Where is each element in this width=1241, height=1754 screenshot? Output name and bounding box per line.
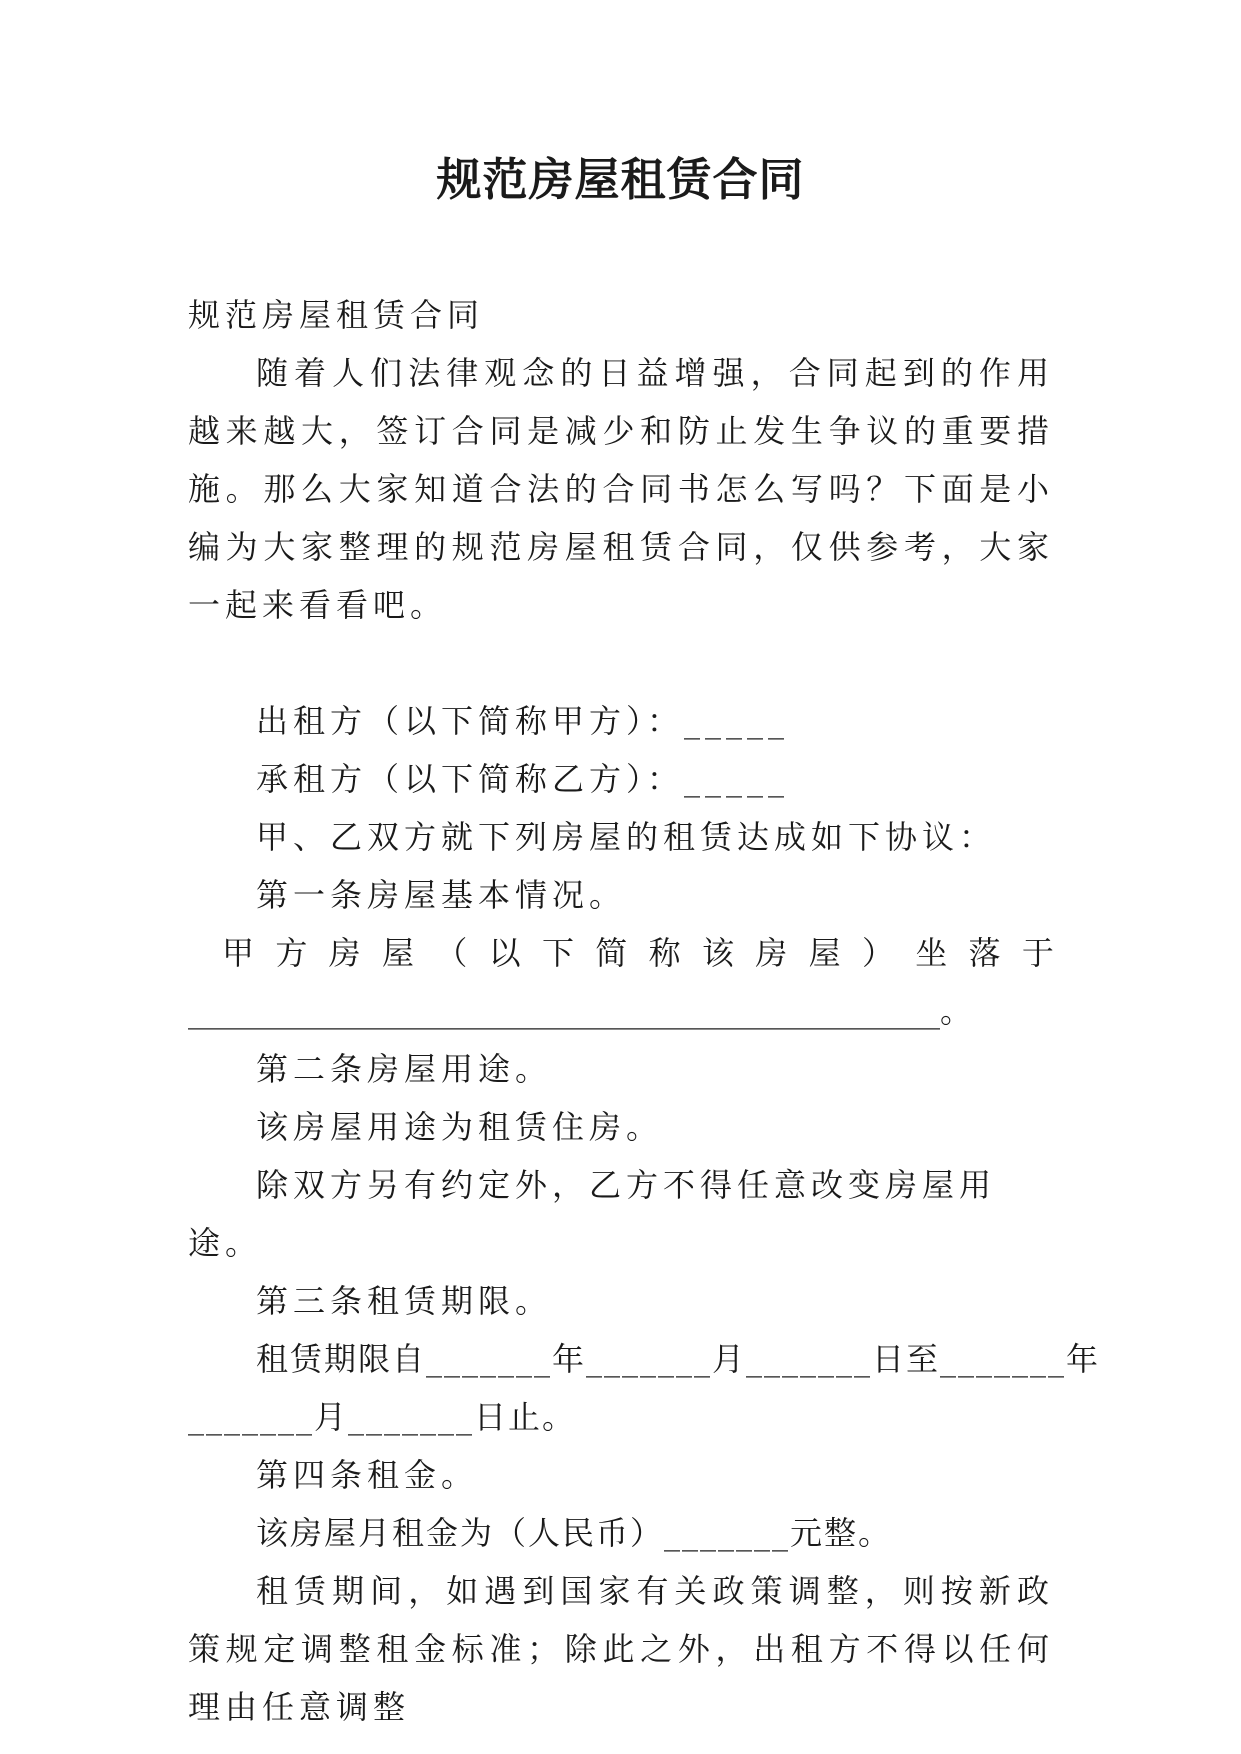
location-char: 房 [328, 934, 361, 972]
article-1-location-blank: _______________________________________________。 [188, 992, 973, 1030]
article-1-title: 第一条房屋基本情况。 [256, 876, 627, 914]
location-char: 方 [275, 934, 308, 972]
location-char: ） [861, 934, 894, 972]
location-char: 坐 [915, 934, 948, 972]
intro-paragraph: 随着人们法律观念的日益增强，合同起到的作用越来越大，签订合同是减少和防止发生争议的重要措施。那么大家知道合法的合同书怎么写吗？下面是小编为大家整理的规范房屋租赁合同，仅供参考，大家一起来看看吧。 [188, 354, 1054, 624]
location-char: 屋 [381, 934, 414, 972]
location-char: 于 [1021, 934, 1054, 972]
article-4-title: 第四条租金。 [256, 1456, 479, 1494]
document-title: 规范房屋租赁合同 [436, 153, 805, 206]
location-char: 房 [755, 934, 788, 972]
location-char: 落 [968, 934, 1001, 972]
document-body [188, 286, 1101, 1736]
location-char: 称 [648, 934, 681, 972]
article-3-term-line-2: _______月_______日止。 [188, 1398, 577, 1436]
article-4-rent-line: 该房屋月租金为（人民币）_______元整。 [256, 1514, 893, 1552]
lessee-line: 承租方（以下简称乙方）：_____ [256, 760, 790, 798]
article-2-text-1: 该房屋用途为租赁住房。 [256, 1108, 664, 1146]
location-char: （ [435, 934, 468, 972]
article-3-title: 第三条租赁期限。 [256, 1282, 553, 1320]
article-1-location-line [188, 924, 1054, 982]
lessor-line: 出租方（以下简称甲方）：_____ [256, 702, 790, 740]
article-2-text-2: 除双方另有约定外，乙方不得任意改变房屋用途。 [188, 1166, 997, 1262]
location-char: 简 [595, 934, 628, 972]
agreement-line: 甲、乙双方就下列房屋的租赁达成如下协议： [256, 818, 997, 856]
location-char: 甲 [222, 934, 255, 972]
article-3-term-line-1: 租赁期限自_______年_______月_______日至_______年 [256, 1340, 1101, 1378]
article-4-adjustment-text: 租赁期间，如遇到国家有关政策调整，则按新政策规定调整租金标准；除此之外，出租方不得以任何理由任意调整 [188, 1572, 1054, 1726]
location-char: 屋 [808, 934, 841, 972]
article-2-title: 第二条房屋用途。 [256, 1050, 553, 1088]
document-subtitle: 规范房屋租赁合同 [188, 296, 485, 334]
location-char: 该 [701, 934, 734, 972]
location-char: 以 [488, 934, 521, 972]
location-char: 下 [541, 934, 574, 972]
paragraph-gap [188, 634, 1054, 692]
